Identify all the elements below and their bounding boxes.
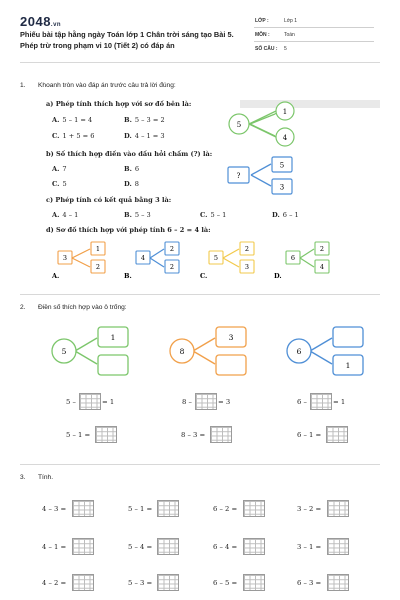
diagram-part-value: 2 xyxy=(95,263,101,271)
q3-expr: 6 – 4 = xyxy=(213,543,238,551)
diagram-part-value: 3 xyxy=(279,183,285,192)
diagram-part-value: 4 xyxy=(282,134,288,142)
q1d-diagram-a[interactable] xyxy=(50,240,120,280)
q2-diagram-1 xyxy=(45,326,135,378)
diagram-part-value: 2 xyxy=(244,245,250,253)
diagram-part-value: 3 xyxy=(228,333,234,342)
q2-expr-left: 8 – xyxy=(182,398,192,406)
answer-grid[interactable] xyxy=(243,538,265,555)
q2-diagram-2 xyxy=(163,326,253,378)
diagram-key: C. xyxy=(200,272,208,280)
diagram-part-value: 4 xyxy=(319,263,325,271)
q3-expr: 6 – 5 = xyxy=(213,579,238,587)
q3-expr: 6 – 3 = xyxy=(297,579,322,587)
answer-grid[interactable] xyxy=(243,500,265,517)
meta-count-label: SỐ CÂU : xyxy=(255,46,278,52)
meta-subject-value: Toán xyxy=(284,32,295,38)
diagram-part-value: 2 xyxy=(169,263,175,271)
diagram-shadow xyxy=(240,100,380,108)
meta-count-value: 5 xyxy=(284,46,287,52)
q1d-diagram-c[interactable] xyxy=(198,240,268,280)
answer-grid[interactable] xyxy=(157,500,179,517)
q3-text: Tính. xyxy=(38,474,54,481)
q2-expr-left: 8 – 3 = xyxy=(181,431,206,439)
diagram-part-value: 3 xyxy=(244,263,250,271)
q1c-text: c) Phép tính có kết quả bằng 3 là: xyxy=(46,196,172,204)
q1-text: Khoanh tròn vào đáp án trước câu trả lời đúng: xyxy=(38,82,176,89)
q3-expr: 3 – 2 = xyxy=(297,505,322,513)
q3-expr: 4 – 1 = xyxy=(42,543,67,551)
answer-grid[interactable] xyxy=(72,574,94,591)
diagram-part-value: 1 xyxy=(345,361,351,370)
q3-expr: 5 – 4 = xyxy=(128,543,153,551)
q2-expr-left: 5 – xyxy=(66,398,76,406)
diagram-empty-box[interactable] xyxy=(98,355,128,375)
q1a-option-d[interactable]: D. 4 – 1 = 3 xyxy=(124,132,165,140)
diagram-whole-value: 5 xyxy=(213,254,219,262)
answer-grid[interactable] xyxy=(95,426,117,443)
section-divider xyxy=(20,294,380,295)
diagram-part-value: 1 xyxy=(95,245,101,253)
q2-diagram-3 xyxy=(280,326,370,378)
meta-class-label: LỚP : xyxy=(255,18,269,24)
answer-grid[interactable] xyxy=(210,426,232,443)
meta-divider xyxy=(254,41,374,42)
q1-number: 1. xyxy=(20,82,26,89)
diagram-whole-value: 8 xyxy=(179,347,185,356)
answer-grid[interactable] xyxy=(327,538,349,555)
q1a-text: a) Phép tính thích hợp với sơ đồ bên là: xyxy=(46,100,192,108)
q1b-option-c[interactable]: C. 5 xyxy=(52,180,67,188)
diagram-part-value: 2 xyxy=(169,245,175,253)
diagram-empty-box[interactable] xyxy=(216,355,246,375)
diagram-key: D. xyxy=(274,272,282,280)
q3-expr: 5 – 1 = xyxy=(128,505,153,513)
q2-expr-right: = 1 xyxy=(102,398,115,406)
q3-expr: 5 – 3 = xyxy=(128,579,153,587)
answer-grid[interactable] xyxy=(157,574,179,591)
q1a-option-c[interactable]: C. 1 + 5 = 6 xyxy=(52,132,95,140)
answer-grid[interactable] xyxy=(79,393,101,410)
q2-text: Điền số thích hợp vào ô trống: xyxy=(38,304,127,311)
answer-grid[interactable] xyxy=(310,393,332,410)
q1a-diagram xyxy=(220,100,380,152)
q3-expr: 4 – 3 = xyxy=(42,505,67,513)
q1c-option-d[interactable]: D. 6 – 1 xyxy=(272,211,299,219)
q1b-diagram xyxy=(225,155,305,197)
answer-grid[interactable] xyxy=(72,538,94,555)
answer-grid[interactable] xyxy=(327,500,349,517)
answer-grid[interactable] xyxy=(195,393,217,410)
meta-subject-label: MÔN : xyxy=(255,32,270,38)
meta-divider xyxy=(254,27,374,28)
section-divider xyxy=(20,464,380,465)
document-title: Phiếu bài tập hằng ngày Toán lớp 1 Chân trời sáng tạo Bài 5. Phép trừ trong phạm vi 10 (Tiết 2) có đáp án xyxy=(20,30,234,50)
diagram-whole-value: 6 xyxy=(290,254,296,262)
q3-number: 3. xyxy=(20,474,26,481)
answer-grid[interactable] xyxy=(243,574,265,591)
q2-expr-right: = 1 xyxy=(333,398,346,406)
q2-expr-left: 5 – 1 = xyxy=(66,431,91,439)
q1d-diagram-d[interactable] xyxy=(272,240,342,280)
diagram-key: B. xyxy=(124,272,132,280)
answer-grid[interactable] xyxy=(157,538,179,555)
diagram-part-value: 5 xyxy=(279,161,285,170)
diagram-empty-box[interactable] xyxy=(333,327,363,347)
q3-expr: 3 – 1 = xyxy=(297,543,322,551)
q3-expr: 4 – 2 = xyxy=(42,579,67,587)
answer-grid[interactable] xyxy=(326,426,348,443)
q1c-option-a[interactable]: A. 4 – 1 xyxy=(52,211,79,219)
diagram-whole-value: 6 xyxy=(296,347,302,356)
diagram-whole-value: 3 xyxy=(62,254,68,262)
q1d-text: d) Sơ đồ thích hợp với phép tính 6 – 2 = 4 là: xyxy=(46,226,211,234)
q2-number: 2. xyxy=(20,304,26,311)
diagram-whole-value: 5 xyxy=(236,121,242,129)
q1a-option-b[interactable]: B. 5 – 3 = 2 xyxy=(124,116,165,124)
q2-expr-left: 6 – xyxy=(297,398,307,406)
diagram-part-value: 1 xyxy=(282,108,288,116)
diagram-key: A. xyxy=(52,272,60,280)
diagram-part-value: 1 xyxy=(110,333,116,342)
q2-expr-right: = 3 xyxy=(218,398,231,406)
q2-expr-left: 6 – 1 = xyxy=(297,431,322,439)
q1c-option-b[interactable]: B. 5 – 3 xyxy=(124,211,151,219)
q1d-diagram-b[interactable] xyxy=(122,240,192,280)
diagram-part-value: 2 xyxy=(319,245,325,253)
q1b-option-b[interactable]: B. 6 xyxy=(124,165,140,173)
site-logo: 2048.vn xyxy=(20,14,62,29)
q3-expr: 6 – 2 = xyxy=(213,505,238,513)
q1b-option-d[interactable]: D. 8 xyxy=(124,180,139,188)
q1c-option-c[interactable]: C. 5 – 1 xyxy=(200,211,227,219)
diagram-whole-value: ? xyxy=(236,172,241,180)
answer-grid[interactable] xyxy=(72,500,94,517)
diagram-whole-value: 5 xyxy=(61,347,67,356)
answer-grid[interactable] xyxy=(327,574,349,591)
diagram-branch xyxy=(250,114,275,124)
q1b-text: b) Số thích hợp điền vào dấu hỏi chấm (?) là: xyxy=(46,150,213,158)
q1b-option-a[interactable]: A. 7 xyxy=(52,165,67,173)
header-divider xyxy=(20,62,380,63)
diagram-whole-value: 4 xyxy=(140,254,146,262)
meta-class-value: Lớp 1 xyxy=(284,18,298,24)
q1a-option-a[interactable]: A. 5 – 1 = 4 xyxy=(52,116,93,124)
